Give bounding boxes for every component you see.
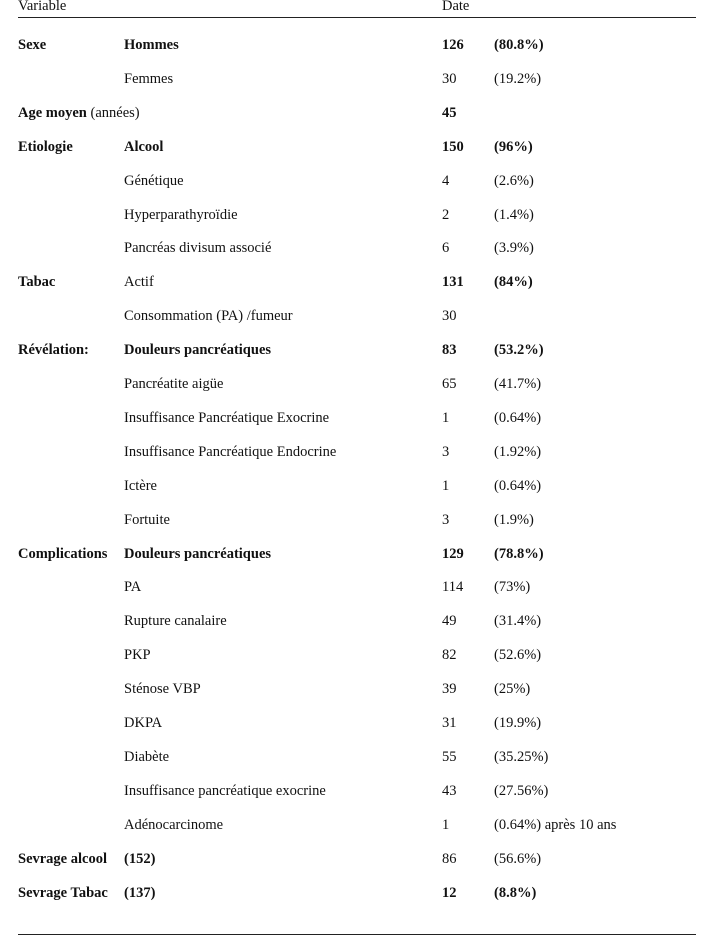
row-count: 4 <box>442 172 450 189</box>
row-subvariable: Diabète <box>124 748 170 765</box>
table-row <box>0 610 703 632</box>
row-percent: (0.64%) après 10 ans <box>494 816 617 833</box>
row-count: 150 <box>442 138 464 155</box>
table-row <box>0 237 703 259</box>
row-subvariable: Douleurs pancréatiques <box>124 545 272 562</box>
row-subvariable: Douleurs pancréatiques <box>124 342 272 359</box>
row-percent: (41.7%) <box>494 376 542 392</box>
row-count: 55 <box>442 748 457 765</box>
row-subvariable: Actif <box>124 274 154 291</box>
row-count: 114 <box>442 579 464 596</box>
table-row <box>0 848 703 870</box>
header-variable: Variable <box>18 0 67 14</box>
row-subvariable: PKP <box>124 647 151 664</box>
table-row <box>0 475 703 497</box>
row-percent: (96%) <box>494 138 533 155</box>
table-row <box>0 271 703 293</box>
row-count: 43 <box>442 782 457 799</box>
row-variable: Sevrage alcool <box>18 850 107 867</box>
row-percent: (78.8%) <box>494 545 544 562</box>
row-count: 49 <box>442 613 457 630</box>
row-count: 129 <box>442 545 464 562</box>
row-subvariable: Pancréas divisum associé <box>124 240 272 257</box>
row-count: 3 <box>442 511 450 528</box>
row-count: 30 <box>442 70 457 87</box>
row-count: 86 <box>442 850 457 867</box>
table-row <box>0 136 703 158</box>
row-percent: (1.4%) <box>494 206 534 223</box>
row-subvariable: (152) <box>124 850 156 867</box>
row-percent: (35.25%) <box>494 748 549 765</box>
table-row <box>0 576 703 598</box>
table-row <box>0 373 703 395</box>
table-row <box>0 441 703 463</box>
row-subvariable: Alcool <box>124 138 164 155</box>
top-rule <box>18 17 696 18</box>
table-row <box>0 746 703 768</box>
row-count: 65 <box>442 376 457 392</box>
row-percent: (19.2%) <box>494 70 542 87</box>
row-count: 39 <box>442 681 457 698</box>
table-row <box>0 543 703 565</box>
table-row <box>0 204 703 226</box>
row-subvariable: Rupture canalaire <box>124 613 227 630</box>
header-date: Date <box>442 0 470 14</box>
row-subvariable: Adénocarcinome <box>124 816 224 833</box>
row-count: 131 <box>442 274 464 291</box>
row-percent: (31.4%) <box>494 613 542 630</box>
row-count: 126 <box>442 37 464 53</box>
table-row <box>0 780 703 802</box>
row-variable: Sexe <box>18 37 47 53</box>
row-subvariable: Ictère <box>124 477 157 494</box>
row-count: 2 <box>442 206 450 223</box>
row-count: 3 <box>442 443 450 460</box>
row-variable: Complications <box>18 545 108 562</box>
table-row <box>0 644 703 666</box>
row-subvariable: Hyperparathyroïdie <box>124 206 238 223</box>
row-count: 82 <box>442 647 457 664</box>
row-count: 1 <box>442 477 450 494</box>
row-percent: (19.9%) <box>494 715 542 731</box>
row-subvariable: Insuffisance pancréatique exocrine <box>124 782 326 799</box>
row-subvariable: Femmes <box>124 70 174 87</box>
table-row <box>0 34 703 56</box>
row-percent: (56.6%) <box>494 850 542 867</box>
row-percent: (73%) <box>494 579 531 596</box>
row-percent: (0.64%) <box>494 477 542 494</box>
row-count: 83 <box>442 342 457 359</box>
row-percent: (52.6%) <box>494 647 542 664</box>
row-subvariable: Insuffisance Pancréatique Endocrine <box>124 443 337 460</box>
row-count: 12 <box>442 884 457 901</box>
row-percent: (53.2%) <box>494 342 544 359</box>
row-subvariable: Insuffisance Pancréatique Exocrine <box>124 409 330 426</box>
row-subvariable: Hommes <box>124 37 179 53</box>
table-row <box>0 170 703 192</box>
row-subvariable: Génétique <box>124 172 184 189</box>
row-variable: Révélation: <box>18 342 89 359</box>
row-subvariable: (137) <box>124 884 156 901</box>
row-percent: (27.56%) <box>494 782 549 799</box>
row-percent: (80.8%) <box>494 37 544 53</box>
row-percent: (84%) <box>494 274 533 291</box>
row-count: 31 <box>442 715 457 731</box>
row-subvariable: Consommation (PA) /fumeur <box>124 308 293 325</box>
table-row <box>0 339 703 361</box>
table-row <box>0 814 703 836</box>
row-percent: (3.9%) <box>494 240 534 257</box>
row-variable: Sevrage Tabac <box>18 884 108 901</box>
row-subvariable: Fortuite <box>124 511 170 528</box>
row-subvariable: Sténose VBP <box>124 681 201 698</box>
row-percent: (1.92%) <box>494 443 542 460</box>
row-count: 6 <box>442 240 450 257</box>
row-count: 45 <box>442 104 457 121</box>
table-row <box>0 509 703 531</box>
row-count: 1 <box>442 816 450 833</box>
row-variable: Age moyen (années) <box>18 104 140 121</box>
table-row <box>0 68 703 90</box>
row-percent: (2.6%) <box>494 172 534 189</box>
row-percent: (1.9%) <box>494 511 534 528</box>
table-row <box>0 882 703 904</box>
table-row <box>0 305 703 327</box>
row-subvariable: DKPA <box>124 715 163 731</box>
table-row <box>0 678 703 700</box>
row-count: 1 <box>442 409 450 426</box>
table-row <box>0 102 703 124</box>
row-percent: (0.64%) <box>494 409 542 426</box>
row-count: 30 <box>442 308 457 325</box>
row-variable: Etiologie <box>18 138 73 155</box>
row-percent: (25%) <box>494 681 531 698</box>
row-variable: Tabac <box>18 274 56 291</box>
table-row <box>0 712 703 734</box>
table-row <box>0 407 703 429</box>
row-percent: (8.8%) <box>494 884 537 901</box>
bottom-rule <box>18 934 696 935</box>
row-subvariable: Pancréatite aigüe <box>124 376 224 392</box>
row-subvariable: PA <box>124 579 142 596</box>
